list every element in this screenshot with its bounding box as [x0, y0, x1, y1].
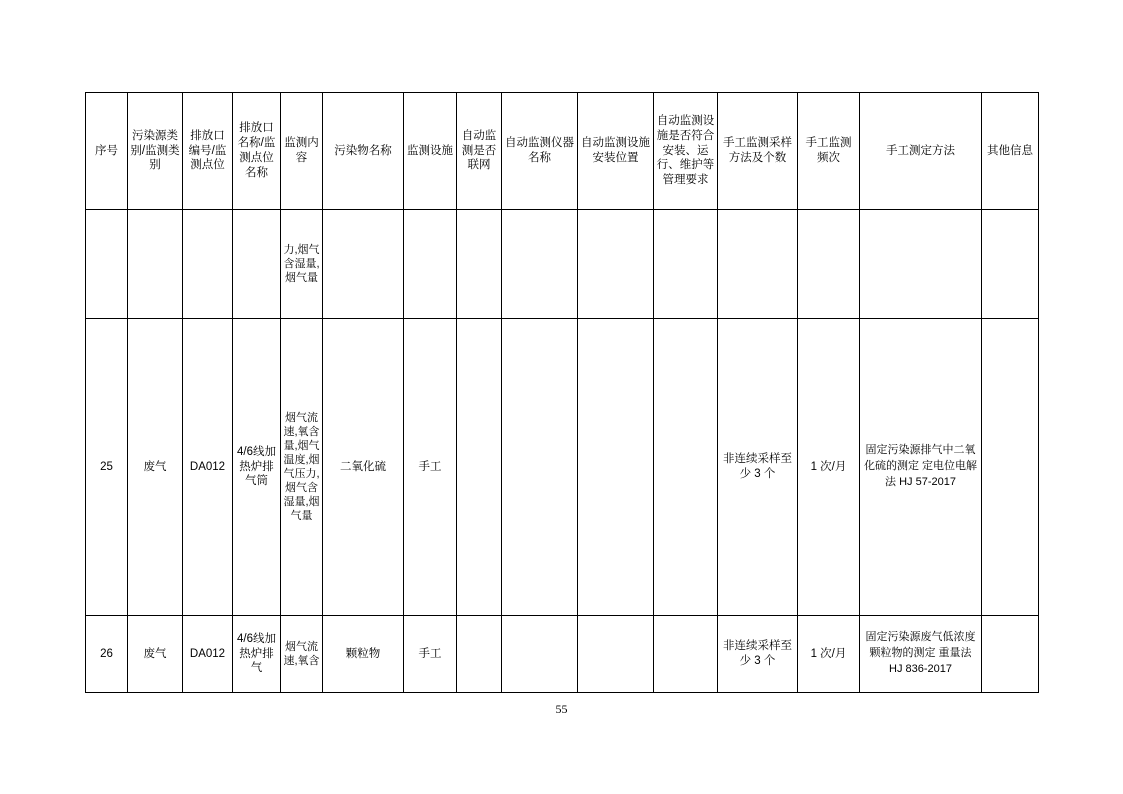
cell-networked	[457, 616, 502, 693]
header-networked: 自动监测是否联网	[457, 93, 502, 210]
cell-outlet-code: DA012	[183, 319, 233, 616]
cell-pollutant: 二氧化硫	[323, 319, 404, 616]
cell-seq	[86, 210, 128, 319]
cell-compliance	[654, 319, 718, 616]
cell-install-position	[578, 210, 654, 319]
header-content: 监测内容	[281, 93, 323, 210]
header-instrument: 自动监测仪器名称	[502, 93, 578, 210]
cell-source-type: 废气	[128, 319, 183, 616]
header-install-position: 自动监测设施安装位置	[578, 93, 654, 210]
table-body	[86, 210, 1039, 693]
header-method: 手工测定方法	[860, 93, 982, 210]
header-outlet-code: 排放口编号/监测点位	[183, 93, 233, 210]
cell-sampling: 非连续采样至少 3 个	[718, 319, 798, 616]
cell-instrument	[502, 319, 578, 616]
cell-seq: 25	[86, 319, 128, 616]
header-source-type: 污染源类别/监测类别	[128, 93, 183, 210]
cell-source-type	[128, 210, 183, 319]
cell-instrument	[502, 616, 578, 693]
table-header-row	[86, 93, 1039, 210]
header-pollutant: 污染物名称	[323, 93, 404, 210]
cell-compliance	[654, 616, 718, 693]
cell-other	[982, 616, 1039, 693]
cell-outlet-code	[183, 210, 233, 319]
cell-outlet-name	[233, 210, 281, 319]
cell-seq: 26	[86, 616, 128, 693]
cell-install-position	[578, 319, 654, 616]
cell-install-position	[578, 616, 654, 693]
cell-method: 固定污染源废气低浓度颗粒物的测定 重量法 HJ 836-2017	[860, 616, 982, 693]
cell-outlet-code: DA012	[183, 616, 233, 693]
cell-pollutant	[323, 210, 404, 319]
cell-frequency: 1 次/月	[798, 319, 860, 616]
cell-sampling	[718, 210, 798, 319]
cell-facility: 手工	[404, 616, 457, 693]
header-facility: 监测设施	[404, 93, 457, 210]
cell-other	[982, 210, 1039, 319]
cell-sampling: 非连续采样至少 3 个	[718, 616, 798, 693]
cell-content: 力,烟气含湿量,烟气量	[281, 210, 323, 319]
cell-facility: 手工	[404, 319, 457, 616]
monitoring-table-container	[85, 92, 1038, 693]
cell-frequency: 1 次/月	[798, 616, 860, 693]
cell-source-type: 废气	[128, 616, 183, 693]
cell-instrument	[502, 210, 578, 319]
header-outlet-name: 排放口名称/监测点位名称	[233, 93, 281, 210]
cell-other	[982, 319, 1039, 616]
page-number: 55	[555, 702, 568, 716]
cell-method: 固定污染源排气中二氧化硫的测定 定电位电解法 HJ 57-2017	[860, 319, 982, 616]
monitoring-table	[85, 92, 1039, 693]
cell-method	[860, 210, 982, 319]
cell-outlet-name: 4/6线加热炉排气	[233, 616, 281, 693]
cell-compliance	[654, 210, 718, 319]
cell-facility	[404, 210, 457, 319]
table-header	[86, 93, 1039, 210]
cell-content: 烟气流速,氧含量,烟气温度,烟气压力,烟气含湿量,烟气量	[281, 319, 323, 616]
cell-networked	[457, 210, 502, 319]
cell-frequency	[798, 210, 860, 319]
table-row	[86, 210, 1039, 319]
cell-outlet-name: 4/6线加热炉排气筒	[233, 319, 281, 616]
header-frequency: 手工监测频次	[798, 93, 860, 210]
header-other: 其他信息	[982, 93, 1039, 210]
cell-pollutant: 颗粒物	[323, 616, 404, 693]
table-row	[86, 319, 1039, 616]
header-compliance: 自动监测设施是否符合安装、运行、维护等管理要求	[654, 93, 718, 210]
header-sampling: 手工监测采样方法及个数	[718, 93, 798, 210]
table-row	[86, 616, 1039, 693]
header-seq: 序号	[86, 93, 128, 210]
cell-networked	[457, 319, 502, 616]
cell-content: 烟气流速,氧含	[281, 616, 323, 693]
